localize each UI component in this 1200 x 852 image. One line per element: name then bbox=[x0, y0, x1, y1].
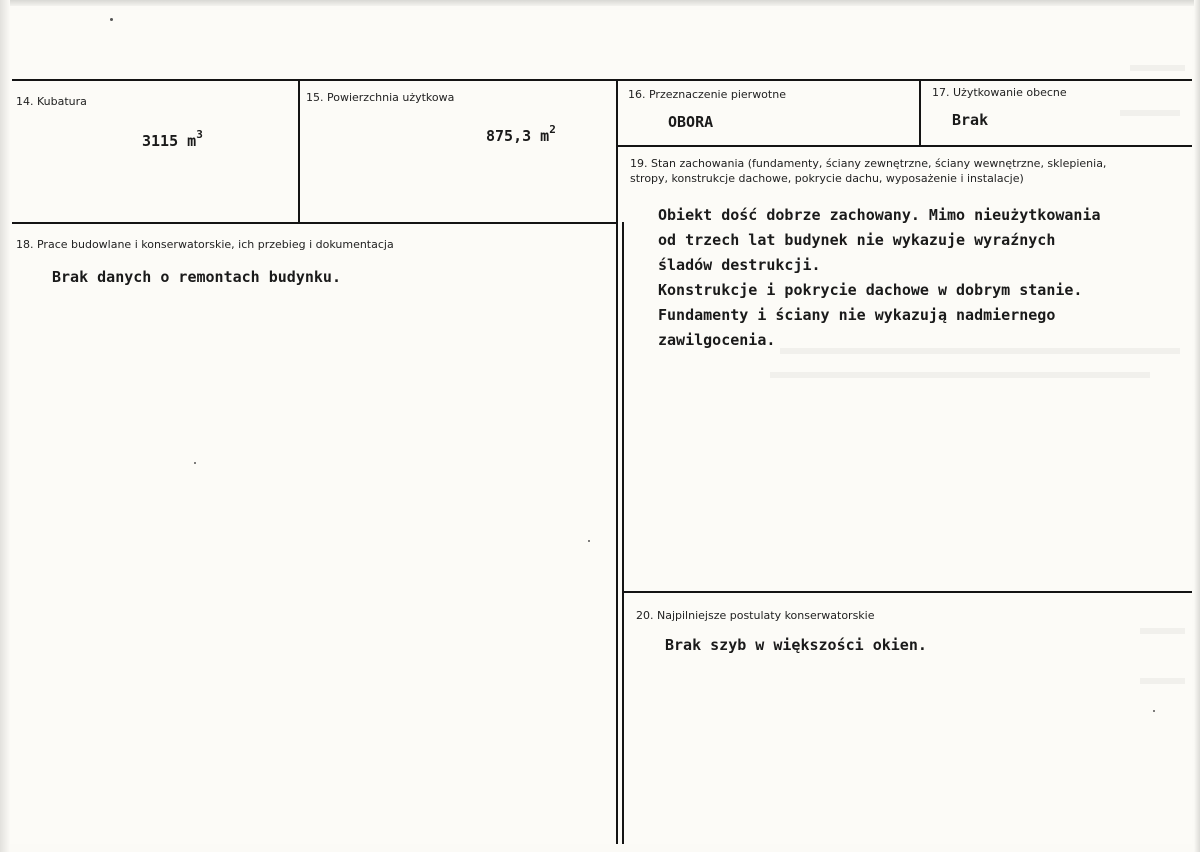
field-14-value bbox=[142, 130, 203, 150]
scan-edge-left bbox=[0, 0, 10, 852]
paper-speck bbox=[194, 462, 196, 464]
rule-top bbox=[12, 79, 1192, 81]
field-20-value: Brak szyb w większości okien. bbox=[665, 636, 927, 654]
field-14-label: 14. Kubatura bbox=[16, 95, 87, 108]
field-19-line: Fundamenty i ściany nie wykazują nadmiernego bbox=[658, 306, 1056, 324]
field-19-label-line1: 19. Stan zachowania (fundamenty, ściany zewnętrzne, ściany wewnętrzne, sklepienia, bbox=[630, 157, 1107, 170]
field-16-label: 16. Przeznaczenie pierwotne bbox=[628, 88, 786, 101]
field-15-number: 875,3 m bbox=[486, 127, 550, 145]
show-through-mark bbox=[1140, 628, 1185, 634]
show-through-mark bbox=[1130, 65, 1185, 71]
field-19-line: Konstrukcje i pokrycie dachowe w dobrym stanie. bbox=[658, 281, 1083, 299]
field-15-exponent: 2 bbox=[549, 123, 556, 136]
rule-row1-left bbox=[12, 222, 618, 224]
field-19-value bbox=[658, 203, 1101, 353]
field-18-value: Brak danych o remontach budynku. bbox=[52, 268, 341, 286]
field-15-value bbox=[486, 125, 556, 145]
paper-speck bbox=[1153, 710, 1155, 712]
show-through-mark bbox=[1140, 678, 1185, 684]
field-14-exponent: 3 bbox=[196, 128, 203, 141]
paper-speck bbox=[110, 18, 113, 21]
field-14-number: 3115 m bbox=[142, 132, 197, 150]
rule-row1-right bbox=[616, 145, 1192, 147]
field-19-label-line2: stropy, konstrukcje dachowe, pokrycie dachu, wyposażenie i instalacje) bbox=[630, 172, 1024, 185]
rule-v-16-17 bbox=[919, 79, 921, 147]
field-19-line: śladów destrukcji. bbox=[658, 256, 821, 274]
rule-v-14-15 bbox=[298, 79, 300, 224]
record-card bbox=[10, 10, 1192, 844]
show-through-mark bbox=[770, 372, 1150, 378]
field-19-line: od trzech lat budynek nie wykazuje wyraźnych bbox=[658, 231, 1056, 249]
rule-v-center bbox=[616, 79, 618, 844]
rule-row3-right bbox=[622, 591, 1192, 593]
field-17-label: 17. Użytkowanie obecne bbox=[932, 86, 1067, 99]
field-20-label: 20. Najpilniejsze postulaty konserwatorskie bbox=[636, 609, 875, 622]
rule-v-19-20-inner bbox=[622, 222, 624, 844]
field-15-label: 15. Powierzchnia użytkowa bbox=[306, 91, 455, 104]
paper-speck bbox=[588, 540, 590, 542]
field-18-label: 18. Prace budowlane i konserwatorskie, ich przebieg i dokumentacja bbox=[16, 238, 394, 251]
scan-edge-top bbox=[0, 0, 1200, 6]
field-17-value: Brak bbox=[952, 111, 989, 129]
field-16-value: OBORA bbox=[668, 113, 714, 131]
show-through-mark bbox=[1120, 110, 1180, 116]
field-19-line: zawilgocenia. bbox=[658, 331, 776, 349]
field-19-line: Obiekt dość dobrze zachowany. Mimo nieużytkowania bbox=[658, 206, 1101, 224]
scan-edge-right bbox=[1194, 0, 1200, 852]
